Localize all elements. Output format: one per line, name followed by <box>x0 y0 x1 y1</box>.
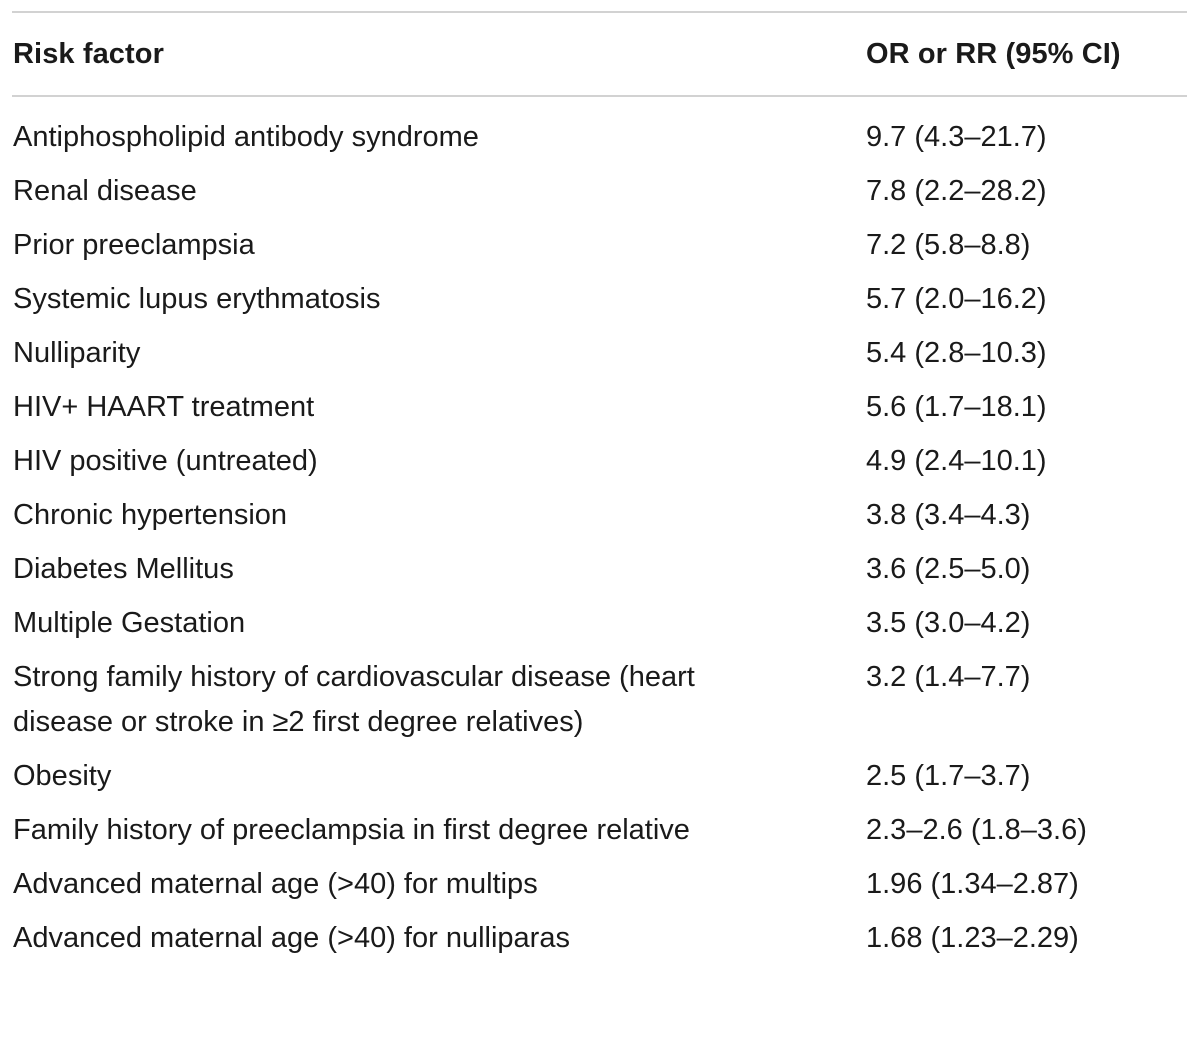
table-row <box>12 547 1187 601</box>
ratio-cell: 4.9 (2.4–10.1) <box>866 445 1047 477</box>
table-row <box>12 655 1187 754</box>
table-row <box>12 493 1187 547</box>
table-row <box>12 862 1187 916</box>
risk-factor-cell: Renal disease <box>13 175 197 207</box>
table-row <box>12 223 1187 277</box>
risk-factor-cell: Diabetes Mellitus <box>13 553 234 585</box>
ratio-cell: 5.6 (1.7–18.1) <box>866 391 1047 423</box>
header-ratio: OR or RR (95% CI) <box>866 37 1121 70</box>
risk-factor-cell: HIV positive (untreated) <box>13 445 318 477</box>
risk-factor-table <box>12 11 1187 970</box>
table-body <box>12 97 1187 970</box>
ratio-cell: 2.3–2.6 (1.8–3.6) <box>866 814 1087 846</box>
table-row <box>12 601 1187 655</box>
risk-factor-cell: Multiple Gestation <box>13 607 246 639</box>
table-row <box>12 169 1187 223</box>
table-row <box>12 439 1187 493</box>
table-row <box>12 754 1187 808</box>
table-row <box>12 916 1187 970</box>
risk-factor-cell: Advanced maternal age (>40) for multips <box>13 868 538 900</box>
risk-factor-cell: Obesity <box>13 760 112 792</box>
header-risk-factor: Risk factor <box>13 37 164 70</box>
ratio-cell: 3.8 (3.4–4.3) <box>866 499 1031 531</box>
ratio-cell: 3.5 (3.0–4.2) <box>866 607 1031 639</box>
ratio-cell: 5.7 (2.0–16.2) <box>866 283 1047 315</box>
risk-factor-cell: Chronic hypertension <box>13 499 288 531</box>
risk-factor-cell: Strong family history of cardiovascular disease (heart disease or stroke in ≥2 first degree relatives) <box>13 661 695 738</box>
risk-factor-cell: Systemic lupus erythmatosis <box>13 283 381 315</box>
table-row <box>12 277 1187 331</box>
ratio-cell: 1.96 (1.34–2.87) <box>866 868 1079 900</box>
table-row <box>12 115 1187 169</box>
table-header-row <box>12 13 1187 95</box>
ratio-cell: 2.5 (1.7–3.7) <box>866 760 1031 792</box>
ratio-cell: 7.2 (5.8–8.8) <box>866 229 1031 261</box>
ratio-cell: 9.7 (4.3–21.7) <box>866 121 1047 153</box>
risk-factor-cell: Family history of preeclampsia in first degree relative <box>13 814 690 846</box>
risk-factor-cell: Nulliparity <box>13 337 141 369</box>
ratio-cell: 3.6 (2.5–5.0) <box>866 553 1031 585</box>
ratio-cell: 5.4 (2.8–10.3) <box>866 337 1047 369</box>
risk-factor-cell: HIV+ HAART treatment <box>13 391 315 423</box>
risk-factor-cell: Advanced maternal age (>40) for nulliparas <box>13 922 570 954</box>
ratio-cell: 7.8 (2.2–28.2) <box>866 175 1047 207</box>
table-row <box>12 385 1187 439</box>
ratio-cell: 1.68 (1.23–2.29) <box>866 922 1079 954</box>
risk-factor-cell: Antiphospholipid antibody syndrome <box>13 121 479 153</box>
ratio-cell: 3.2 (1.4–7.7) <box>866 661 1031 693</box>
risk-factor-cell: Prior preeclampsia <box>13 229 255 261</box>
table-row <box>12 808 1187 862</box>
table-row <box>12 331 1187 385</box>
